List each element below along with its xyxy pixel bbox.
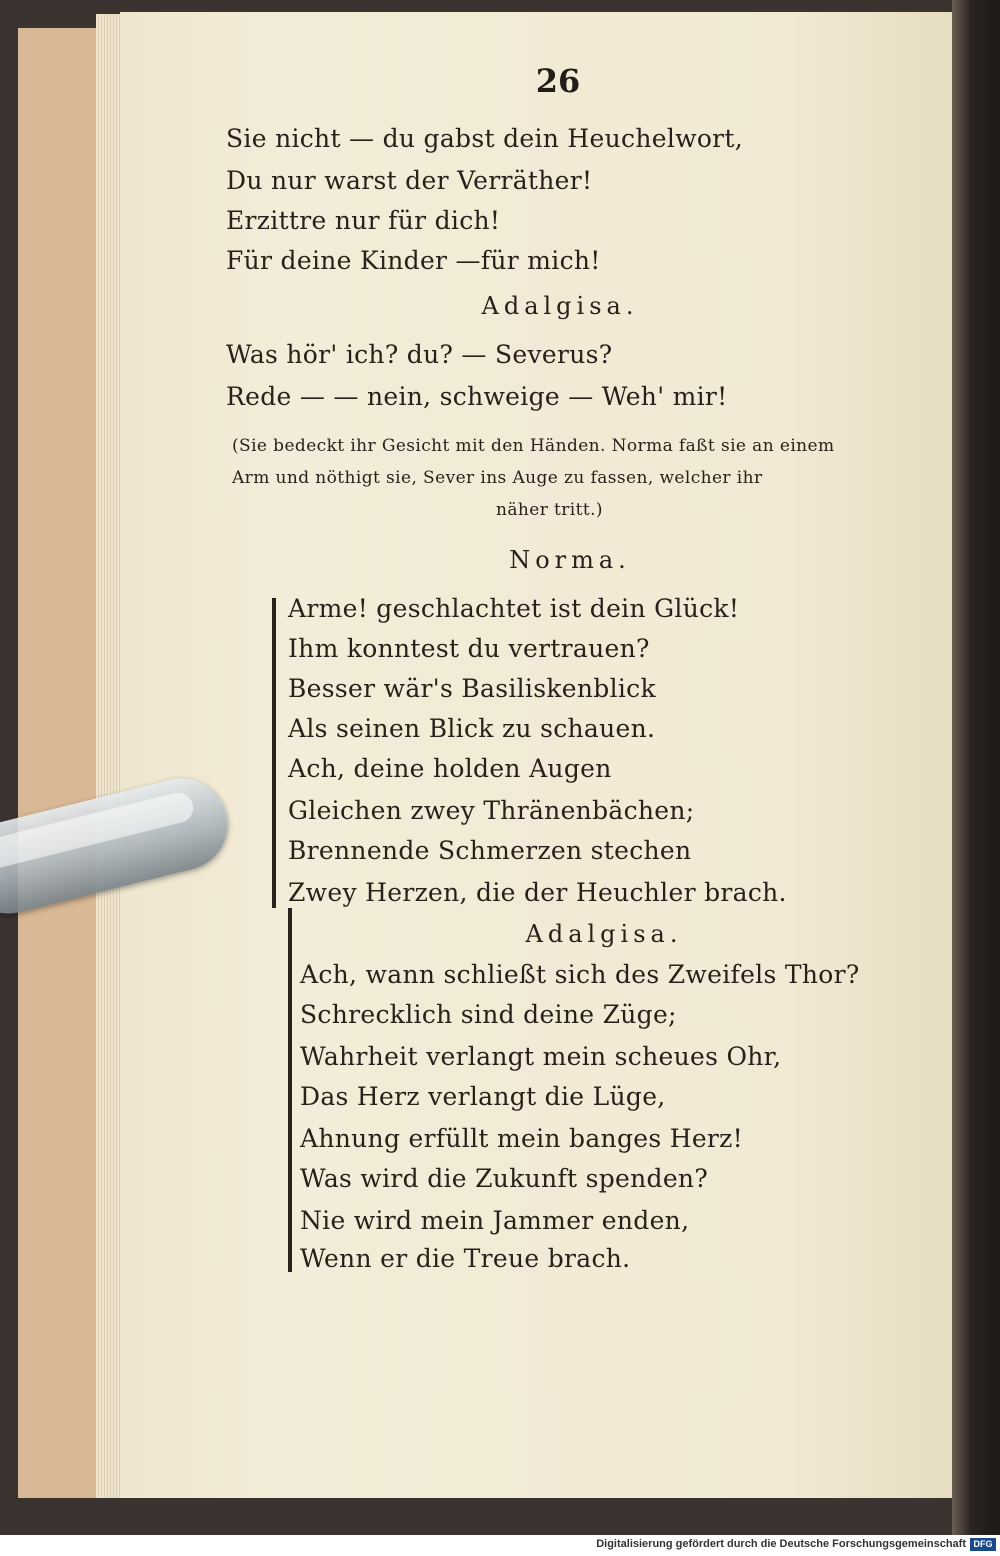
verse-line: Zwey Herzen, die der Heuchler brach.: [288, 878, 787, 907]
speaker-name: Adalgisa.: [525, 920, 683, 948]
verse-line: Als seinen Blick zu schauen.: [288, 714, 656, 743]
funding-credit: Digitalisierung gefördert durch die Deutsche Forschungsgemeinschaft: [596, 1538, 966, 1550]
verse-line: Schrecklich sind deine Züge;: [300, 1000, 677, 1029]
verse-line: Arme! geschlachtet ist dein Glück!: [288, 594, 740, 623]
verse-line: Für deine Kinder —für mich!: [226, 246, 601, 275]
verse-brace: [272, 598, 276, 908]
verse-brace: [288, 908, 292, 1272]
verse-line: Ach, deine holden Augen: [288, 754, 612, 783]
verse-line: Gleichen zwey Thränenbächen;: [288, 796, 695, 825]
verse-line: Ahnung erfüllt mein banges Herz!: [300, 1124, 743, 1153]
dfg-logo: DFG: [970, 1538, 996, 1551]
verse-line: Nie wird mein Jammer enden,: [300, 1206, 690, 1235]
verse-line: Du nur warst der Verräther!: [226, 166, 593, 195]
verse-line: Wenn er die Treue brach.: [300, 1244, 631, 1273]
verse-line: Ach, wann schließt sich des Zweifels Thor?: [300, 960, 860, 989]
verse-line: Ihm konntest du vertrauen?: [288, 634, 650, 663]
verse-line: Erzittre nur für dich!: [226, 206, 501, 235]
stage-direction-line: näher tritt.): [496, 500, 603, 520]
verse-line: Besser wär's Basiliskenblick: [288, 674, 656, 703]
verse-line: Wahrheit verlangt mein scheues Ohr,: [300, 1042, 782, 1071]
verse-line: Was wird die Zukunft spenden?: [300, 1164, 709, 1193]
verse-line: Was hör' ich? du? — Severus?: [226, 340, 613, 369]
book-cover-edge: [18, 28, 108, 1498]
stage-direction-line: (Sie bedeckt ihr Gesicht mit den Händen. Norma faßt sie an einem: [232, 436, 835, 456]
page-number: 26: [535, 62, 581, 100]
verse-line: Brennende Schmerzen stechen: [288, 836, 692, 865]
page-gutter-shadow: [952, 0, 1000, 1535]
verse-line: Rede — — nein, schweige — Weh' mir!: [226, 382, 728, 411]
speaker-name: Norma.: [509, 546, 631, 574]
speaker-name: Adalgisa.: [481, 292, 639, 320]
verse-line: Das Herz verlangt die Lüge,: [300, 1082, 666, 1111]
stage-direction-line: Arm und nöthigt sie, Sever ins Auge zu fassen, welcher ihr: [232, 468, 763, 488]
verse-line: Sie nicht — du gabst dein Heuchelwort,: [226, 124, 744, 153]
